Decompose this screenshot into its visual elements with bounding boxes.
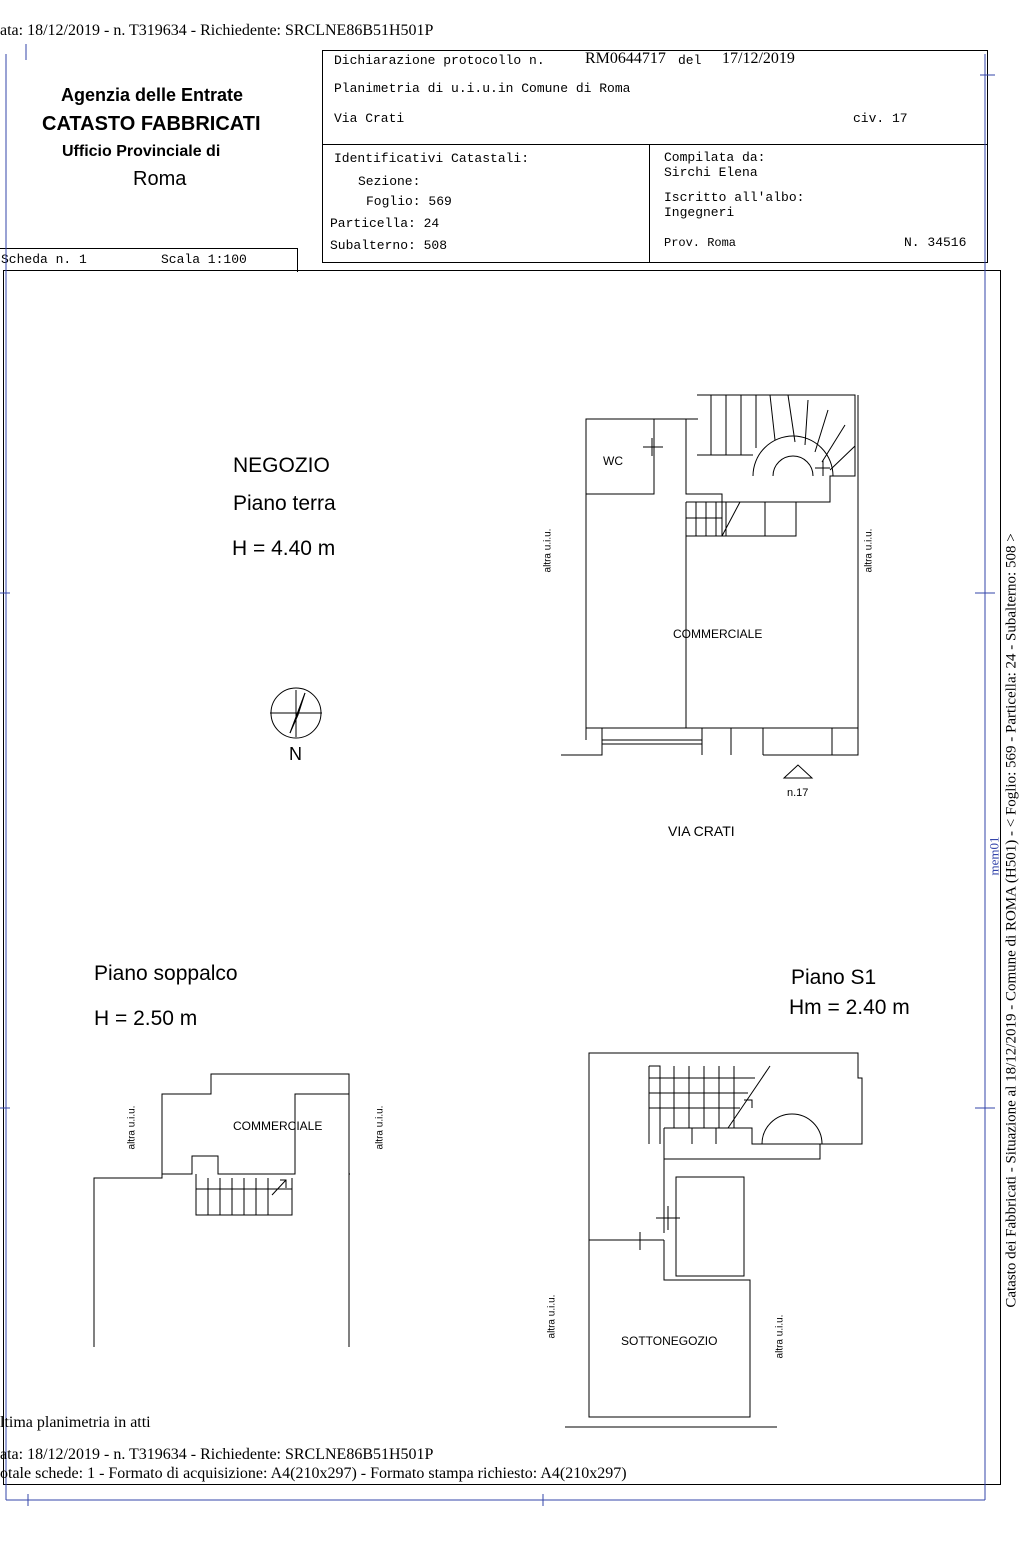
identifiers-title: Identificativi Catastali:: [334, 151, 530, 166]
side-stamp: mem01: [986, 836, 1002, 876]
wc-label: WC: [603, 454, 623, 468]
planimetria-label: Planimetria di u.i.u.in Comune di Roma: [334, 81, 631, 96]
request-line-bottom: ata: 18/12/2019 - n. T319634 - Richiedente: SRCLNE86B51H501P: [0, 1446, 434, 1463]
scala-label: Scala 1:100: [161, 252, 247, 267]
particella-field: Particella: 24: [330, 216, 440, 231]
mezzanine-floor-height: H = 2.50 m: [94, 1007, 198, 1030]
office-label: Ufficio Provinciale di: [62, 143, 221, 160]
scheda-label: Scheda n. 1: [1, 252, 87, 267]
basement-floor-plan: [565, 1053, 862, 1427]
subalterno-field: Subalterno: 508: [330, 238, 448, 253]
ground-other-unit-right: altra u.i.u.: [863, 528, 875, 573]
north-label: N: [289, 744, 302, 764]
ground-floor-plan: [561, 395, 858, 778]
ground-room-label: COMMERCIALE: [673, 627, 763, 641]
north-arrow-icon: [270, 688, 322, 738]
protocol-label: Dichiarazione protocollo n.: [334, 53, 545, 68]
shop-title: NEGOZIO: [233, 454, 330, 477]
albo-value: Ingegneri: [664, 205, 735, 220]
sheet-totals-line: otale schede: 1 - Formato di acquisizione: A4(210x297) - Formato stampa richiesto: A4(210x297): [0, 1465, 627, 1482]
province: Prov. Roma: [664, 236, 737, 250]
mezzanine-floor-label: Piano soppalco: [94, 962, 238, 985]
protocol-number: RM0644717: [585, 50, 666, 67]
office-city: Roma: [133, 168, 187, 190]
albo-label: Iscritto all'albo:: [664, 190, 805, 205]
side-situation-text: Catasto dei Fabbricati - Situazione al 18/12/2019 - Comune di ROMA (H501) - < Foglio: 569 - Particella: 24 - Subalterno: 508 >: [1003, 533, 1020, 1308]
agency-name: Agenzia delle Entrate: [61, 85, 244, 105]
basement-floor-label: Piano S1: [791, 966, 877, 989]
basement-other-unit-right: altra u.i.u.: [774, 1314, 786, 1359]
street-label: VIA CRATI: [668, 823, 735, 839]
basement-floor-height: Hm = 2.40 m: [789, 996, 910, 1019]
basement-other-unit-left: altra u.i.u.: [546, 1294, 558, 1339]
ground-floor-label: Piano terra: [233, 492, 336, 515]
mezzanine-other-unit-left: altra u.i.u.: [126, 1105, 138, 1150]
basement-room-label: SOTTONEGOZIO: [621, 1334, 718, 1348]
catasto-title: CATASTO FABBRICATI: [42, 113, 261, 135]
registration-number: N. 34516: [904, 235, 967, 250]
last-plan-note: ltima planimetria in atti: [0, 1414, 151, 1431]
street-number-label: n.17: [787, 787, 809, 799]
mezzanine-room-label: COMMERCIALE: [233, 1119, 323, 1133]
compiler-name: Sirchi Elena: [664, 165, 758, 180]
ground-floor-height: H = 4.40 m: [232, 537, 336, 560]
mezzanine-other-unit-right: altra u.i.u.: [374, 1105, 386, 1150]
civic-number: civ. 17: [853, 111, 908, 126]
protocol-date: 17/12/2019: [722, 50, 795, 67]
sezione-field: Sezione:: [358, 174, 421, 189]
request-line-top: ata: 18/12/2019 - n. T319634 - Richiedente: SRCLNE86B51H501P: [0, 22, 434, 39]
foglio-field: Foglio: 569: [366, 194, 452, 209]
street-name: Via Crati: [334, 111, 405, 126]
compiler-label: Compilata da:: [664, 150, 766, 165]
ground-other-unit-left: altra u.i.u.: [542, 528, 554, 573]
protocol-del: del: [678, 53, 702, 68]
